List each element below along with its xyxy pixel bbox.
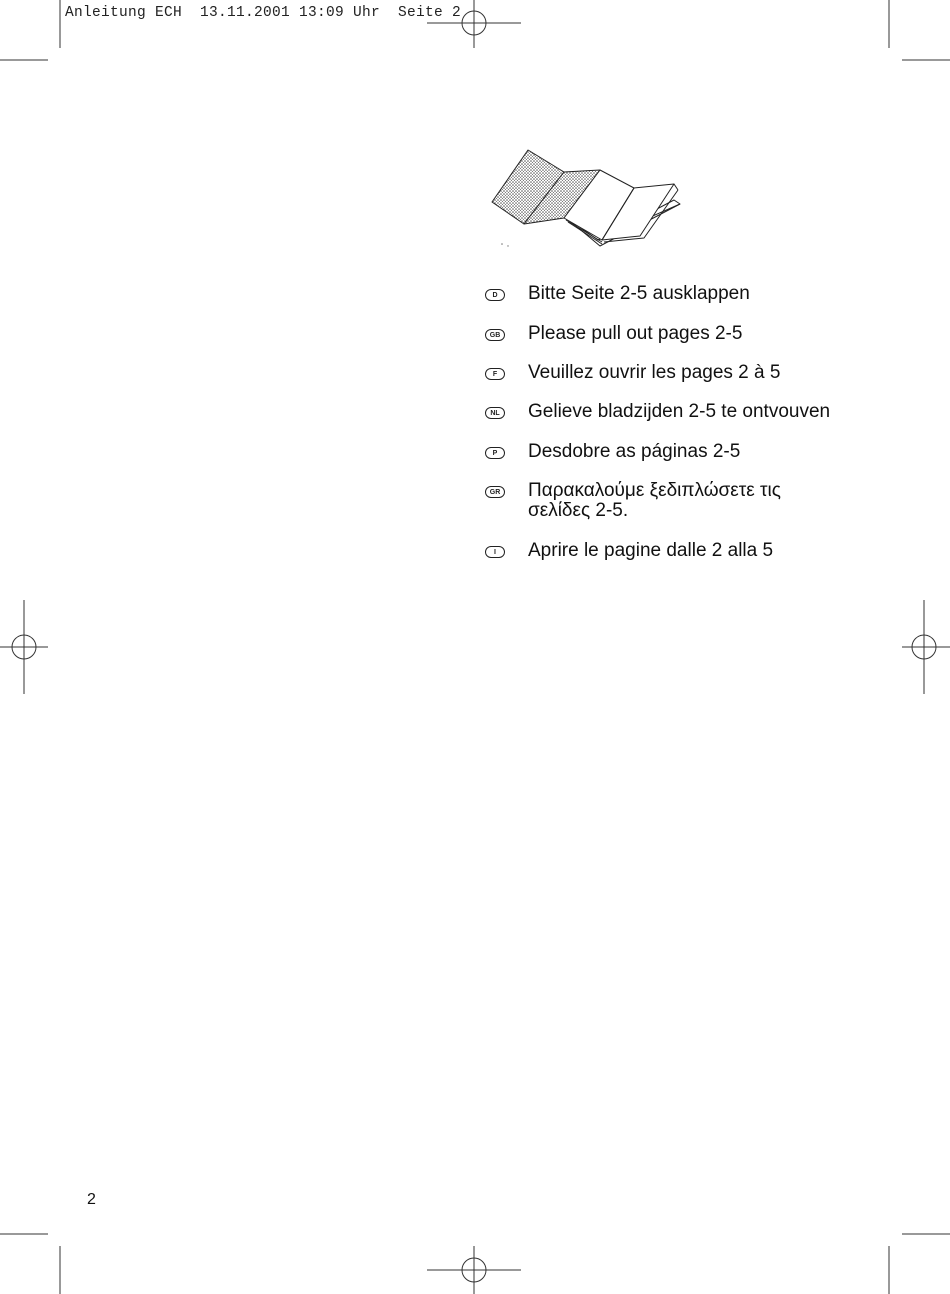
registration-mark-right [902, 600, 950, 694]
language-badge-gb: GB [485, 329, 505, 341]
instruction-text-it: Aprire le pagine dalle 2 alla 5 [528, 540, 774, 561]
instruction-row-pt [485, 442, 848, 462]
instruction-text-fr: Veuillez ouvrir les pages 2 à 5 [528, 362, 781, 383]
language-badge-it: I [485, 546, 505, 558]
instruction-row-de [485, 284, 848, 304]
registration-mark-top [427, 0, 521, 48]
print-slug: Anleitung ECH 13.11.2001 13:09 Uhr Seite 2 [65, 5, 462, 21]
instruction-text-gr: Παρακαλούμε ξεδιπλώσετε τις σελίδες 2-5. [528, 480, 781, 521]
instruction-row-gb [485, 324, 848, 344]
instruction-row-it [485, 541, 848, 561]
page-number: 2 [87, 1191, 96, 1208]
language-badge-de: D [485, 289, 505, 301]
instruction-text-nl: Gelieve bladzijden 2-5 te ontvouven [528, 401, 831, 422]
registration-mark-bottom [427, 1246, 521, 1294]
instruction-row-fr [485, 363, 848, 383]
language-badge-fr: F [485, 368, 505, 380]
instruction-row-nl [485, 402, 848, 422]
language-badge-pt: P [485, 447, 505, 459]
instruction-row-gr [485, 481, 818, 521]
registration-mark-left [0, 600, 48, 694]
instruction-text-pt: Desdobre as páginas 2-5 [528, 441, 741, 462]
language-badge-nl: NL [485, 407, 505, 419]
instruction-text-gb: Please pull out pages 2-5 [528, 323, 743, 344]
language-badge-gr: GR [485, 486, 505, 498]
folded-booklet-icon [488, 148, 688, 258]
instruction-text-de: Bitte Seite 2-5 ausklappen [528, 283, 750, 304]
